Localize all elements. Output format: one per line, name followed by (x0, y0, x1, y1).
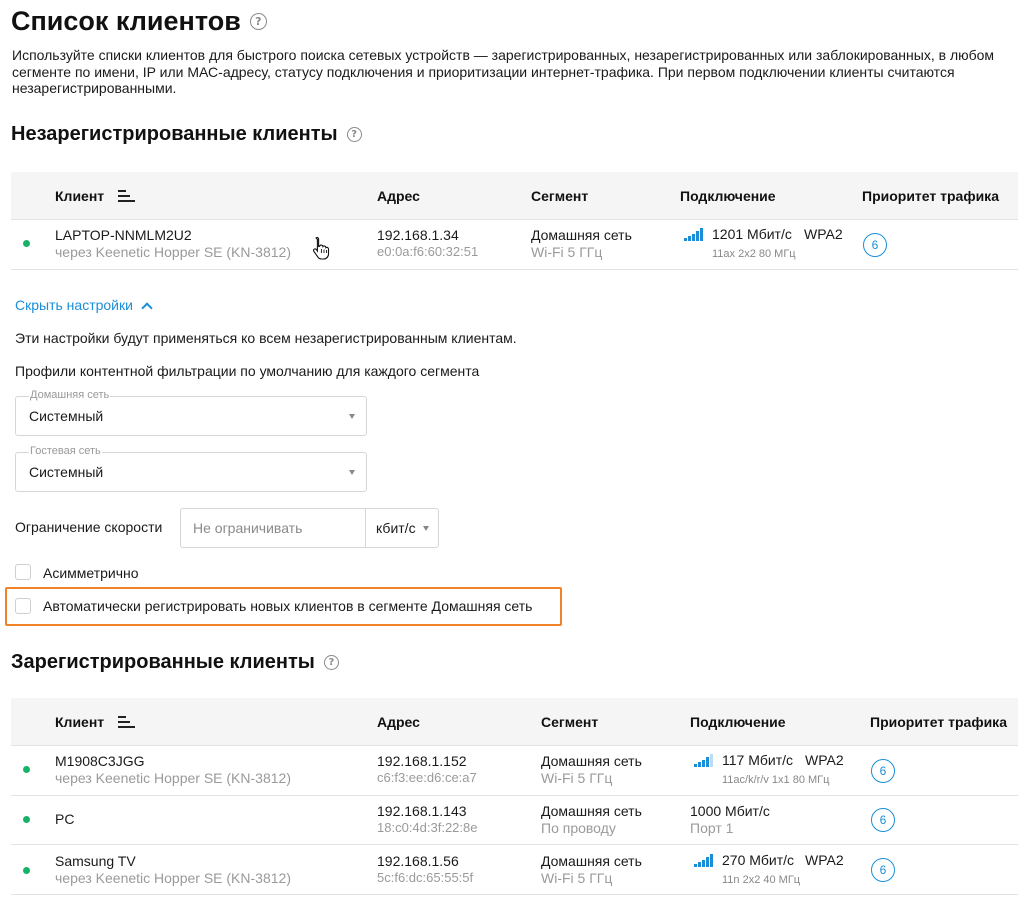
unregistered-section-title (11, 123, 362, 146)
hand-cursor-icon (312, 236, 330, 260)
help-icon[interactable]: ? (324, 655, 339, 670)
speed-limit-label: Ограничение скорости (15, 519, 163, 535)
priority-badge[interactable]: 6 (871, 759, 895, 783)
connection-speed: 270 Мбит/с (722, 852, 795, 868)
wifi-signal-icon (694, 754, 714, 767)
table-header (11, 172, 1018, 220)
table-row[interactable] (11, 746, 1018, 796)
client-segment-sub: По проводу (541, 820, 616, 836)
connection-security: WPA2 (804, 226, 843, 242)
auto-register-label[interactable]: Автоматически регистрировать новых клиентов в сегменте Домашняя сеть (43, 598, 533, 614)
page-description: Используйте списки клиентов для быстрого поиска сетевых устройств — зарегистрированных, незарегистрированных или заблокированных, в любом сегменте по имени, IP или МАС-адресу, статусу подключения и приоритизации интернет-трафика. При первом подключении клиенты считаются незарегистрированными. (12, 47, 995, 96)
client-name[interactable]: Samsung TV (55, 853, 136, 869)
table-row[interactable] (11, 220, 1018, 270)
client-mac: e0:0a:f6:60:32:51 (377, 244, 479, 259)
sort-icon[interactable] (118, 716, 135, 728)
client-ip: 192.168.1.143 (377, 803, 467, 819)
page-title (11, 6, 267, 37)
guest-segment-label: Гостевая сеть (30, 445, 101, 457)
column-client-label: Клиент (55, 714, 105, 730)
client-segment: Домашняя сеть (531, 227, 632, 243)
dropdown-caret-icon (349, 470, 355, 475)
priority-badge[interactable]: 6 (871, 858, 895, 882)
hide-settings-label: Скрыть настройки (15, 297, 133, 313)
connection-detail: Порт 1 (690, 820, 734, 836)
speed-unit-select[interactable] (365, 508, 439, 548)
client-name[interactable]: LAPTOP-NNMLM2U2 (55, 227, 192, 243)
online-status-dot (23, 867, 30, 874)
dropdown-caret-icon (349, 414, 355, 419)
column-address: Адрес (377, 714, 420, 730)
online-status-dot (23, 240, 30, 247)
client-segment-sub: Wi-Fi 5 ГГц (531, 244, 603, 260)
client-mac: 5c:f6:dc:65:55:5f (377, 870, 474, 885)
client-segment-sub: Wi-Fi 5 ГГц (541, 870, 613, 886)
chevron-up-icon (141, 302, 152, 313)
connection-detail: 11ac/k/r/v 1x1 80 МГц (722, 774, 830, 786)
client-mac: 18:c0:4d:3f:22:8e (377, 820, 478, 835)
client-via: через Keenetic Hopper SE (KN-3812) (55, 770, 291, 786)
home-segment-filter-select[interactable] (15, 389, 367, 436)
table-row[interactable] (11, 845, 1018, 895)
client-segment: Домашняя сеть (541, 853, 642, 869)
column-connection: Подключение (690, 714, 786, 730)
unregistered-title-text: Незарегистрированные клиенты (11, 123, 338, 145)
column-client[interactable] (55, 714, 135, 730)
help-icon[interactable]: ? (347, 127, 362, 142)
online-status-dot (23, 816, 30, 823)
hide-settings-link[interactable] (15, 297, 151, 313)
guest-segment-value: Системный (29, 464, 104, 480)
help-icon[interactable]: ? (250, 13, 267, 30)
connection-security: WPA2 (805, 752, 844, 768)
column-priority: Приоритет трафика (862, 188, 999, 204)
dropdown-caret-icon (423, 526, 429, 531)
page-title-text: Список клиентов (11, 6, 241, 36)
client-ip: 192.168.1.152 (377, 753, 467, 769)
client-name[interactable]: M1908C3JGG (55, 753, 145, 769)
priority-badge[interactable]: 6 (863, 233, 887, 257)
auto-register-checkbox[interactable] (15, 598, 31, 614)
home-segment-label: Домашняя сеть (30, 389, 110, 401)
client-segment: Домашняя сеть (541, 753, 642, 769)
column-address: Адрес (377, 188, 420, 204)
sort-icon[interactable] (118, 190, 135, 202)
registered-section-title (11, 651, 339, 674)
connection-speed: 117 Мбит/с (722, 752, 794, 768)
speed-limit-field[interactable] (180, 508, 365, 548)
client-ip: 192.168.1.56 (377, 853, 459, 869)
connection-detail: 11n 2x2 40 МГц (722, 874, 801, 886)
settings-note: Эти настройки будут применяться ко всем незарегистрированным клиентам. (15, 330, 517, 346)
client-segment-sub: Wi-Fi 5 ГГц (541, 770, 613, 786)
connection-speed: 1201 Мбит/с (712, 226, 792, 242)
unregistered-clients-table (11, 172, 1018, 270)
asymmetric-checkbox[interactable] (15, 564, 31, 580)
table-header (11, 698, 1018, 746)
connection-detail: 11ax 2x2 80 МГц (712, 248, 796, 260)
column-priority: Приоритет трафика (870, 714, 1007, 730)
client-mac: c6:f3:ee:d6:ce:a7 (377, 770, 477, 785)
filter-profiles-title: Профили контентной фильтрации по умолчанию для каждого сегмента (15, 363, 480, 379)
column-client-label: Клиент (55, 188, 105, 204)
home-segment-value: Системный (29, 408, 104, 424)
registered-title-text: Зарегистрированные клиенты (11, 651, 315, 673)
column-client[interactable] (55, 188, 135, 204)
online-status-dot (23, 766, 30, 773)
asymmetric-label[interactable]: Асимметрично (43, 565, 139, 581)
guest-segment-filter-select[interactable] (15, 445, 367, 492)
connection-security: WPA2 (805, 852, 844, 868)
client-via: через Keenetic Hopper SE (KN-3812) (55, 870, 291, 886)
table-row[interactable] (11, 796, 1018, 845)
column-connection: Подключение (680, 188, 776, 204)
registered-clients-table (11, 698, 1018, 895)
column-segment: Сегмент (541, 714, 599, 730)
wifi-signal-icon (694, 854, 714, 867)
client-ip: 192.168.1.34 (377, 227, 459, 243)
client-segment: Домашняя сеть (541, 803, 642, 819)
client-via: через Keenetic Hopper SE (KN-3812) (55, 244, 291, 260)
speed-limit-input[interactable] (181, 509, 365, 547)
wifi-signal-icon (684, 228, 704, 241)
connection-speed: 1000 Мбит/с (690, 803, 770, 819)
speed-unit-value: кбит/с (376, 520, 416, 536)
column-segment: Сегмент (531, 188, 589, 204)
priority-badge[interactable]: 6 (871, 808, 895, 832)
client-name[interactable]: PC (55, 811, 75, 827)
